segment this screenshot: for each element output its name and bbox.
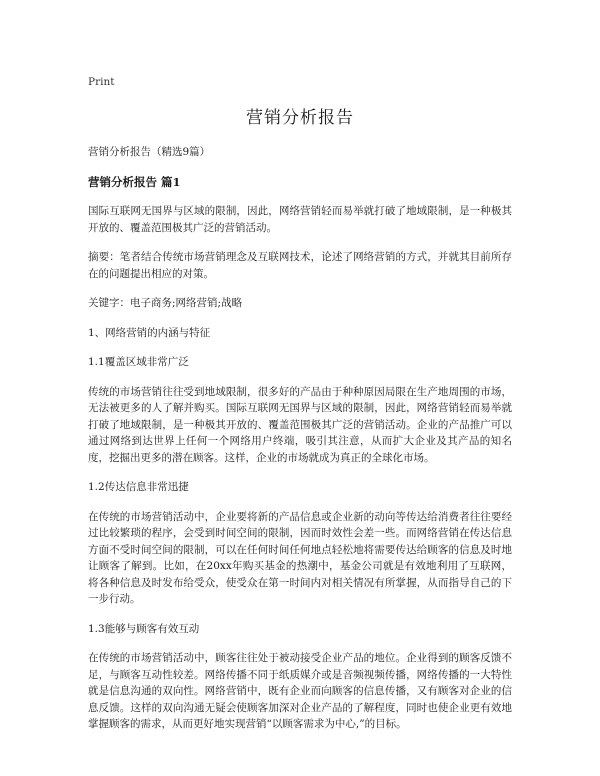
print-link[interactable]: Print [88,76,115,88]
paragraph-keywords: 关键字：电子商务;网络营销;战略 [88,297,243,309]
paragraph-abstract: 摘要：笔者结合传统市场营销理念及互联网技术，论述了网络营销的方式，并就其目前所存在的问题提出相应的对策。 [88,251,512,280]
section-title: 营销分析报告 篇1 [88,175,181,189]
paragraph-coverage: 传统的市场营销往往受到地域限制，很多好的产品由于种种原因局限在生产地周围的市场，无法被更多的人了解并购买。国际互联网无国界与区域的限制，因此，网络营销轻而易举就打破了地域限制，是一种极其开放的、覆盖范围极其广泛的营销活动。企业的产品推广可以通过网络到达世界上任何一个网络用户终端，吸引其注意，从而扩大企业及其产品的知名度，挖掘出更多的潜在顾客。这样，企业的市场就成为真正的全球化市场。 [88,385,512,464]
document-title: 营销分析报告 [246,108,354,128]
heading-1-3: 1.3能够与顾客有效互动 [88,622,200,635]
document-subtitle: 营销分析报告（精选9篇） [88,146,211,158]
paragraph-interaction: 在传统的市场营销活动中，顾客往往处于被动接受企业产品的地位。企业得到的顾客反馈不足，与顾客互动性较差。网络传播不同于纸质媒介或是音频视频传播，网络传播的一大特性就是信息沟通的双向性。网络营销中，既有企业而向顾客的信息传播，又有顾客对企业的信息反馈。这样的双向沟通无疑会使顾客加深对企业产品的了解程度，同时也使企业更有效地掌握顾客的需求，从而更好地实现营销“以顾客需求为中心,”的目标。 [88,652,512,730]
paragraph-intro: 国际互联网无国界与区域的限制，因此，网络营销轻而易举就打破了地域限制，是一种极其开放的、覆盖范围极其广泛的营销活动。 [88,205,512,234]
heading-1-2: 1.2传达信息非常迅捷 [88,481,189,493]
heading-1-1: 1.1覆盖区域非常广泛 [88,356,189,368]
paragraph-speed: 在传统的市场营销活动中，企业要将新的产品信息或企业新的动向等传达给消费者往往要经过比较繁琐的程序，会受到时间空间的限制，因而时效性会差一些。而网络营销在传达信息方面不受时间空间的限制，可以在任何时间任何地点轻松地将需要传达给顾客的信息及时地让顾客了解到。比如，在20xx年购买基金的热潮中，基金公司就是有效地利用了互联网，将各种信息及时发布给受众，使受众在第一时间内对相关情况有所掌握，从而指导自己的下一步行动。 [88,510,512,605]
heading-1: 1、网络营销的内涵与特征 [88,326,211,339]
